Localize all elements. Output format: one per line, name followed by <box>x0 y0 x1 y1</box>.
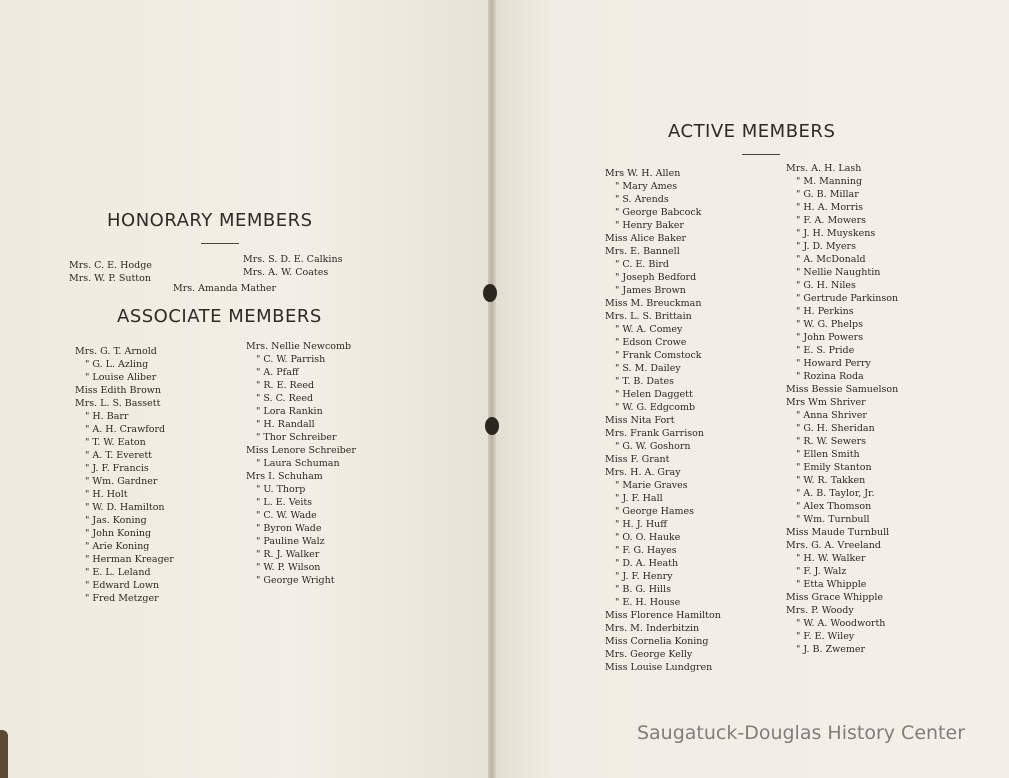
honorary-member: Mrs. A. W. Coates <box>243 267 329 278</box>
member-entry: " G. L. Azling <box>85 359 149 370</box>
member-entry: " Laura Schuman <box>256 458 340 469</box>
member-entry: " Emily Stanton <box>796 462 872 473</box>
member-entry: Mrs. A. H. Lash <box>786 163 862 174</box>
member-entry: " Byron Wade <box>256 523 322 534</box>
member-entry: " Pauline Walz <box>256 536 325 547</box>
member-entry: " G. H. Niles <box>796 280 856 291</box>
page-corner-shadow <box>0 730 8 778</box>
member-entry: " H. Holt <box>85 489 128 500</box>
member-entry: " R. J. Walker <box>256 549 320 560</box>
member-entry: Mrs. G. T. Arnold <box>75 346 157 357</box>
member-entry: " Howard Perry <box>796 358 871 369</box>
member-entry: " H. J. Huff <box>615 519 667 530</box>
member-entry: Mrs Wm Shriver <box>786 397 866 408</box>
member-entry: " James Brown <box>615 285 686 296</box>
member-entry: " J. F. Henry <box>615 571 673 582</box>
member-entry: " Thor Schreiber <box>256 432 337 443</box>
member-entry: " C. W. Parrish <box>256 354 326 365</box>
member-entry: Miss Lenore Schreiber <box>246 445 356 456</box>
member-entry: Miss Grace Whipple <box>786 592 884 603</box>
member-entry: " George Babcock <box>615 207 702 218</box>
member-entry: Mrs. Frank Garrison <box>605 428 704 439</box>
member-entry: " A. Pfaff <box>256 367 299 378</box>
member-entry: " W. D. Hamilton <box>85 502 165 513</box>
member-entry: Miss Louise Lundgren <box>605 662 713 673</box>
associate-column-2 <box>246 340 356 587</box>
member-entry: Mrs. H. A. Gray <box>605 467 681 478</box>
member-entry: " Ellen Smith <box>796 449 860 460</box>
book-spine <box>488 0 496 778</box>
member-entry: " T. B. Dates <box>615 376 674 387</box>
member-entry: " A. B. Taylor, Jr. <box>796 488 875 499</box>
member-entry: " F. G. Hayes <box>615 545 677 556</box>
member-entry: " H. Barr <box>85 411 129 422</box>
member-entry: " G. W. Goshorn <box>615 441 691 452</box>
member-entry: " T. W. Eaton <box>85 437 146 448</box>
member-entry: " Edward Lown <box>85 580 160 591</box>
associate-members-heading: ASSOCIATE MEMBERS <box>117 306 322 327</box>
member-entry: Mrs. M. Inderbitzin <box>605 623 700 634</box>
member-entry: " George Wright <box>256 575 335 586</box>
member-entry: " G. B. Millar <box>796 189 859 200</box>
member-entry: " F. J. Walz <box>796 566 847 577</box>
member-entry: " Gertrude Parkinson <box>796 293 899 304</box>
member-entry: " Rozina Roda <box>796 371 864 382</box>
member-entry: " Helen Daggett <box>615 389 693 400</box>
member-entry: " J. F. Hall <box>615 493 663 504</box>
member-entry: " J. F. Francis <box>85 463 149 474</box>
member-entry: Mrs I. Schuham <box>246 471 323 482</box>
active-members-heading: ACTIVE MEMBERS <box>668 121 836 142</box>
honorary-member: Mrs. W. P. Sutton <box>69 273 151 284</box>
member-entry: " W. G. Phelps <box>796 319 863 330</box>
honorary-rule <box>201 243 239 244</box>
watermark: Saugatuck-Douglas History Center <box>636 722 965 744</box>
member-entry: " M. Manning <box>796 176 863 187</box>
member-entry: " Arie Koning <box>85 541 150 552</box>
member-entry: " W. G. Edgcomb <box>615 402 696 413</box>
active-column-1 <box>605 167 721 674</box>
member-entry: " Fred Metzger <box>85 593 159 604</box>
member-entry: " John Powers <box>796 332 864 343</box>
member-entry: Mrs. Nellie Newcomb <box>246 341 352 352</box>
member-entry: " Edson Crowe <box>615 337 687 348</box>
honorary-member: Mrs. Amanda Mather <box>173 283 277 294</box>
member-entry: " W. A. Comey <box>615 324 683 335</box>
member-entry: " A. H. Crawford <box>85 424 166 435</box>
member-entry: " Wm. Turnbull <box>796 514 870 525</box>
member-entry: " J. H. Muyskens <box>796 228 876 239</box>
member-entry: " H. W. Walker <box>796 553 866 564</box>
member-entry: " C. E. Bird <box>615 259 669 270</box>
member-entry: " W. P. Wilson <box>256 562 321 573</box>
member-entry: " A. McDonald <box>796 254 866 265</box>
member-entry: " Marie Graves <box>615 480 688 491</box>
member-entry: Mrs. E. Bannell <box>605 246 680 257</box>
member-entry: Miss F. Grant <box>605 454 670 465</box>
member-entry: Mrs. George Kelly <box>605 649 693 660</box>
member-entry: " Etta Whipple <box>796 579 867 590</box>
member-entry: " W. R. Takken <box>796 475 866 486</box>
active-column-2 <box>786 162 898 656</box>
member-entry: " E. L. Leland <box>85 567 151 578</box>
member-entry: " F. A. Mowers <box>796 215 867 226</box>
member-entry: Mrs. G. A. Vreeland <box>786 540 881 551</box>
associate-column-1 <box>75 345 174 605</box>
member-entry: " Louise Aliber <box>85 372 157 383</box>
member-entry: " S. M. Dailey <box>615 363 681 374</box>
member-entry: Miss Bessie Samuelson <box>786 384 899 395</box>
member-entry: " J. B. Zwemer <box>796 644 866 655</box>
honorary-members-heading: HONORARY MEMBERS <box>107 210 313 231</box>
member-entry: " H. A. Morris <box>796 202 864 213</box>
member-entry: " Nellie Naughtin <box>796 267 881 278</box>
member-entry: " Anna Shriver <box>796 410 867 421</box>
binding-hole-top <box>483 284 497 302</box>
member-entry: " Henry Baker <box>615 220 684 231</box>
member-entry: " Mary Ames <box>615 181 678 192</box>
member-entry: " R. W. Sewers <box>796 436 867 447</box>
member-entry: " Alex Thomson <box>796 501 872 512</box>
member-entry: " U. Thorp <box>256 484 306 495</box>
member-entry: " J. D. Myers <box>796 241 856 252</box>
member-entry: " Lora Rankin <box>256 406 323 417</box>
member-entry: " B. G. Hills <box>615 584 671 595</box>
member-entry: " L. E. Veits <box>256 497 313 508</box>
member-entry: " A. T. Everett <box>85 450 152 461</box>
member-entry: " D. A. Heath <box>615 558 679 569</box>
member-entry: " E. S. Pride <box>796 345 855 356</box>
member-entry: Miss M. Breuckman <box>605 298 702 309</box>
member-entry: " H. Randall <box>256 419 315 430</box>
member-entry: Mrs. L. S. Bassett <box>75 398 161 409</box>
member-entry: " Joseph Bedford <box>615 272 697 283</box>
honorary-member: Mrs. S. D. E. Calkins <box>243 254 343 265</box>
member-entry: Miss Florence Hamilton <box>605 610 721 621</box>
member-entry: " Herman Kreager <box>85 554 174 565</box>
active-rule <box>742 154 780 155</box>
member-entry: Miss Maude Turnbull <box>786 527 890 538</box>
member-entry: Miss Nita Fort <box>605 415 675 426</box>
member-entry: " George Hames <box>615 506 695 517</box>
member-entry: " Jas. Koning <box>85 515 147 526</box>
member-entry: " R. E. Reed <box>256 380 315 391</box>
member-entry: Mrs W. H. Allen <box>605 168 681 179</box>
member-entry: Miss Edith Brown <box>75 385 162 396</box>
member-entry: " G. H. Sheridan <box>796 423 875 434</box>
member-entry: Miss Alice Baker <box>605 233 687 244</box>
member-entry: " H. Perkins <box>796 306 854 317</box>
member-entry: Mrs. L. S. Brittain <box>605 311 692 322</box>
member-entry: " O. O. Hauke <box>615 532 681 543</box>
member-entry: " C. W. Wade <box>256 510 317 521</box>
member-entry: " John Koning <box>85 528 152 539</box>
member-entry: " S. Arends <box>615 194 669 205</box>
member-entry: " F. E. Wiley <box>796 631 855 642</box>
member-entry: " S. C. Reed <box>256 393 314 404</box>
member-entry: " W. A. Woodworth <box>796 618 886 629</box>
member-entry: Miss Cornelia Koning <box>605 636 709 647</box>
right-page <box>492 0 1009 778</box>
binding-hole-bottom <box>485 417 499 435</box>
member-entry: " Wm. Gardner <box>85 476 158 487</box>
member-entry: " E. H. House <box>615 597 681 608</box>
honorary-member: Mrs. C. E. Hodge <box>69 260 152 271</box>
member-entry: " Frank Comstock <box>615 350 702 361</box>
member-entry: Mrs. P. Woody <box>786 605 854 616</box>
